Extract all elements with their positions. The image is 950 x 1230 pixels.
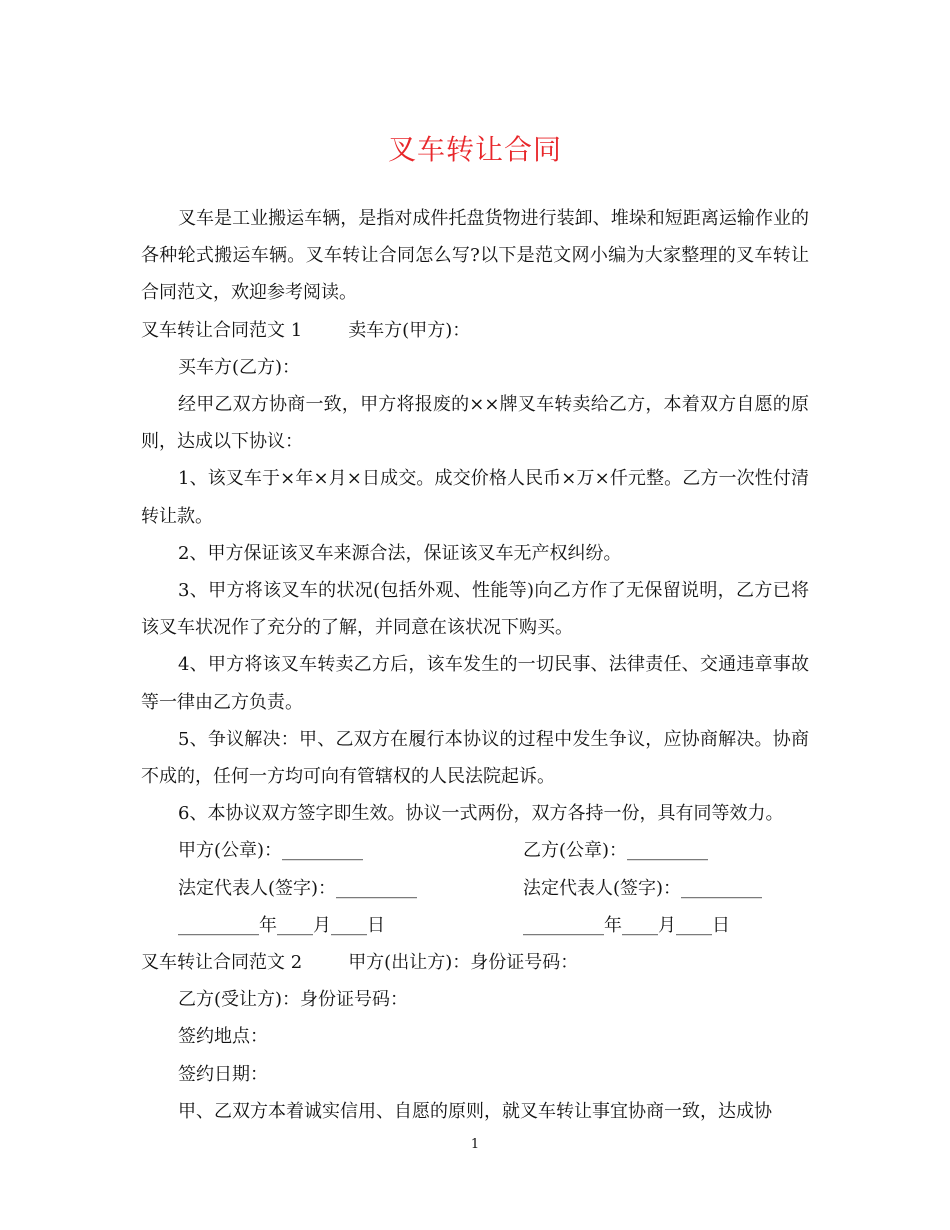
sample1-preamble: 经甲乙双方协商一致，甲方将报废的××牌叉车转卖给乙方，本着双方自愿的原则，达成以下协议： bbox=[141, 394, 809, 453]
clause-1: 1、该叉车于×年×月×日成交。成交价格人民币×万×仟元整。乙方一次性付清转让款。 bbox=[141, 468, 809, 527]
document-title: 叉车转让合同 bbox=[387, 133, 562, 166]
page-number: 1 bbox=[470, 1137, 480, 1152]
party-b-seal-field: 乙方(公章)：_________ bbox=[523, 840, 709, 862]
clause-3: 3、甲方将该叉车的状况(包括外观、性能等)向乙方作了无保留说明，乙方已将该叉车状况作了充分的了解，并同意在该状况下购买。 bbox=[141, 580, 809, 639]
sample2-preamble: 甲、乙双方本着诚实信用、自愿的原则，就叉车转让事宜协商一致，达成协 bbox=[178, 1100, 772, 1122]
party-a-seal-field: 甲方(公章)：_________ bbox=[178, 840, 364, 862]
representative-row bbox=[141, 870, 809, 907]
buyer-label: 买车方(乙方)： bbox=[178, 356, 301, 378]
sample2-heading: 叉车转让合同范文 2 bbox=[141, 952, 303, 974]
date-row bbox=[141, 907, 809, 944]
seal-row bbox=[141, 832, 809, 869]
sample1-heading: 叉车转让合同范文 1 bbox=[141, 319, 303, 341]
seller-label: 卖车方(甲方)： bbox=[348, 319, 471, 341]
rep-b-field: 法定代表人(签字)：_________ bbox=[523, 877, 763, 899]
transferee-label: 乙方(受让方)：身份证号码： bbox=[178, 989, 409, 1011]
date-a-field: _________年____月____日 bbox=[178, 914, 385, 936]
signing-place-label: 签约地点： bbox=[178, 1026, 268, 1048]
document-body bbox=[141, 200, 809, 1130]
clause-5: 5、争议解决：甲、乙双方在履行本协议的过程中发生争议，应协商解决。协商不成的，任何一方均可向有管辖权的人民法院起诉。 bbox=[141, 728, 809, 788]
clause-6: 6、本协议双方签字即生效。协议一式两份，双方各持一份，具有同等效力。 bbox=[178, 803, 784, 825]
clause-2: 2、甲方保证该叉车来源合法，保证该叉车无产权纠纷。 bbox=[178, 542, 622, 564]
rep-a-field: 法定代表人(签字)：_________ bbox=[178, 877, 418, 899]
transferor-label: 甲方(出让方)：身份证号码： bbox=[348, 952, 579, 974]
signing-date-label: 签约日期： bbox=[178, 1063, 268, 1085]
date-b-field: _________年____月____日 bbox=[523, 914, 730, 936]
intro-paragraph: 叉车是工业搬运车辆，是指对成件托盘货物进行装卸、堆垛和短距离运输作业的各种轮式搬运车辆。叉车转让合同怎么写?以下是范文网小编为大家整理的叉车转让合同范文，欢迎参考阅读。 bbox=[141, 208, 809, 304]
sample2-heading-line bbox=[141, 944, 809, 981]
sample1-heading-line bbox=[141, 312, 809, 349]
clause-4: 4、甲方将该叉车转卖乙方后，该车发生的一切民事、法律责任、交通违章事故等一律由乙方负责。 bbox=[141, 654, 809, 713]
